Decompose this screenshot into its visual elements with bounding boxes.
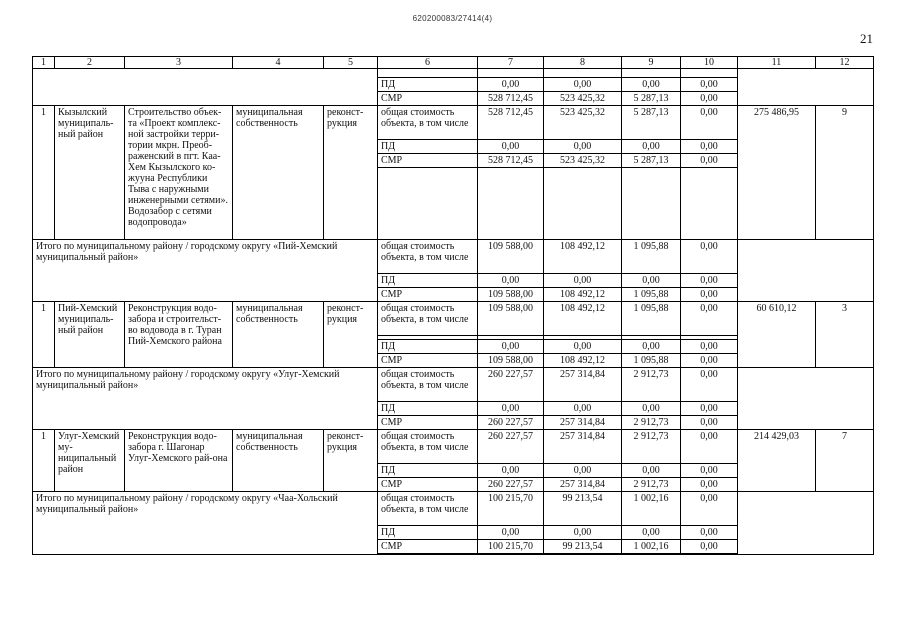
- value-cell: 1 002,16: [622, 492, 681, 526]
- blank-cell: [378, 69, 478, 78]
- subtotal-row: [33, 492, 874, 526]
- value-cell: 1 002,16: [622, 540, 681, 555]
- value-cell: 523 425,32: [544, 92, 622, 106]
- column-header: 9: [622, 57, 681, 69]
- page-number: 21: [860, 31, 873, 46]
- district-cell: Пий-Хемский муниципаль-ный район: [55, 302, 125, 368]
- total-label: общая стоимость объекта, в том числе: [378, 492, 478, 526]
- value-cell: 0,00: [681, 240, 738, 274]
- col11-value: 275 486,95: [738, 106, 816, 240]
- value-cell: 0,00: [544, 402, 622, 416]
- value-cell: 0,00: [622, 402, 681, 416]
- work-type-cell: реконст-рукция: [324, 302, 378, 368]
- total-label: общая стоимость объекта, в том числе: [378, 302, 478, 336]
- value-cell: 0,00: [544, 140, 622, 154]
- column-header: 10: [681, 57, 738, 69]
- value-cell: 0,00: [681, 416, 738, 430]
- value-cell: 0,00: [681, 106, 738, 140]
- col11-value: 214 429,03: [738, 430, 816, 492]
- value-cell: 0,00: [622, 274, 681, 288]
- value-cell: 1 095,88: [622, 302, 681, 336]
- value-cell: 99 213,54: [544, 540, 622, 555]
- value-cell: 0,00: [478, 340, 544, 354]
- value-cell: 0,00: [681, 274, 738, 288]
- column-header: 7: [478, 57, 544, 69]
- value-cell: 0,00: [681, 354, 738, 368]
- blank-cell: [544, 168, 622, 240]
- value-cell: 100 215,70: [478, 540, 544, 555]
- value-cell: 1 095,88: [622, 354, 681, 368]
- value-cell: 2 912,73: [622, 368, 681, 402]
- pd-label: ПД: [378, 340, 478, 354]
- value-cell: 0,00: [622, 340, 681, 354]
- smr-label: СМР: [378, 154, 478, 168]
- row-number: 1: [33, 302, 55, 368]
- smr-label: СМР: [378, 478, 478, 492]
- object-cell: Реконструкция водо-забора и строительст-во водовода в г. Туран Пий-Хемского района: [125, 302, 233, 368]
- value-cell: 0,00: [622, 464, 681, 478]
- district-cell: Улуг-Хемский му-ниципальный район: [55, 430, 125, 492]
- value-cell: 260 227,57: [478, 368, 544, 402]
- value-cell: 0,00: [681, 492, 738, 526]
- smr-label: СМР: [378, 540, 478, 555]
- blank-cell: [738, 69, 874, 106]
- blank-cell: [681, 168, 738, 240]
- value-cell: 2 912,73: [622, 430, 681, 464]
- value-cell: 528 712,45: [478, 92, 544, 106]
- ownership-cell: муниципальная собственность: [233, 430, 324, 492]
- column-header: 6: [378, 57, 478, 69]
- value-cell: 1 095,88: [622, 240, 681, 274]
- subtotal-row: [33, 368, 874, 402]
- value-cell: 109 588,00: [478, 302, 544, 336]
- smr-label: СМР: [378, 354, 478, 368]
- pd-label: ПД: [378, 402, 478, 416]
- value-cell: 0,00: [622, 78, 681, 92]
- value-cell: 0,00: [681, 78, 738, 92]
- blank-cell: [738, 492, 874, 555]
- value-cell: 0,00: [681, 154, 738, 168]
- column-header: 5: [324, 57, 378, 69]
- value-cell: 0,00: [681, 140, 738, 154]
- value-cell: 0,00: [544, 340, 622, 354]
- value-cell: 528 712,45: [478, 106, 544, 140]
- value-cell: 528 712,45: [478, 154, 544, 168]
- column-header: 3: [125, 57, 233, 69]
- column-numbers-row: [33, 57, 874, 69]
- column-header: 12: [816, 57, 874, 69]
- value-cell: 0,00: [622, 140, 681, 154]
- value-cell: 0,00: [622, 526, 681, 540]
- total-label: общая стоимость объекта, в том числе: [378, 430, 478, 464]
- total-label: общая стоимость объекта, в том числе: [378, 368, 478, 402]
- value-cell: 2 912,73: [622, 416, 681, 430]
- value-cell: 0,00: [478, 402, 544, 416]
- value-cell: 5 287,13: [622, 154, 681, 168]
- blank-cell: [681, 69, 738, 78]
- subtotal-title: Итого по муниципальному району / городскому округу «Пий-Хемский муниципальный район»: [33, 240, 378, 302]
- value-cell: 0,00: [681, 340, 738, 354]
- total-label: общая стоимость объекта, в том числе: [378, 240, 478, 274]
- value-cell: 5 287,13: [622, 92, 681, 106]
- ownership-cell: муниципальная собственность: [233, 302, 324, 368]
- blank-cell: [544, 69, 622, 78]
- col12-value: 9: [816, 106, 874, 240]
- value-cell: 0,00: [478, 274, 544, 288]
- value-cell: 109 588,00: [478, 240, 544, 274]
- value-cell: 0,00: [681, 464, 738, 478]
- value-cell: 260 227,57: [478, 416, 544, 430]
- value-cell: 0,00: [681, 302, 738, 336]
- value-cell: 0,00: [478, 526, 544, 540]
- value-cell: 108 492,12: [544, 354, 622, 368]
- value-cell: 257 314,84: [544, 478, 622, 492]
- row-number: 1: [33, 106, 55, 240]
- value-cell: 0,00: [681, 402, 738, 416]
- subtotal-title: Итого по муниципальному району / городскому округу «Чаа-Хольский муниципальный район»: [33, 492, 378, 555]
- col12-value: 3: [816, 302, 874, 368]
- value-cell: 0,00: [681, 368, 738, 402]
- value-cell: 1 095,88: [622, 288, 681, 302]
- value-cell: 0,00: [544, 274, 622, 288]
- value-cell: 0,00: [681, 430, 738, 464]
- object-cell: Строительство объек-та «Проект комплекс-ной застройки терри-тории мкрн. Преоб-раженский в пгт. Каа-Хем Кызылского ко-жууна Республики Тыва с наружными инженерными сетями». Водозабор с сетями водопровода»: [125, 106, 233, 240]
- col11-value: 60 610,12: [738, 302, 816, 368]
- value-cell: 0,00: [478, 464, 544, 478]
- blank-cell: [622, 168, 681, 240]
- pd-label: ПД: [378, 526, 478, 540]
- work-type-cell: реконст-рукция: [324, 430, 378, 492]
- column-header: 8: [544, 57, 622, 69]
- table-row: [33, 69, 874, 78]
- value-cell: 2 912,73: [622, 478, 681, 492]
- blank-cell: [738, 240, 874, 302]
- value-cell: 109 588,00: [478, 354, 544, 368]
- value-cell: 108 492,12: [544, 240, 622, 274]
- value-cell: 260 227,57: [478, 478, 544, 492]
- value-cell: 0,00: [681, 92, 738, 106]
- value-cell: 0,00: [681, 478, 738, 492]
- value-cell: 0,00: [544, 464, 622, 478]
- column-header: 1: [33, 57, 55, 69]
- column-header: 2: [55, 57, 125, 69]
- pd-label: ПД: [378, 140, 478, 154]
- blank-cell: [478, 69, 544, 78]
- district-cell: Кызылский муниципаль-ный район: [55, 106, 125, 240]
- table-row: [33, 302, 874, 336]
- smr-label: СМР: [378, 416, 478, 430]
- column-header: 11: [738, 57, 816, 69]
- pd-label: ПД: [378, 274, 478, 288]
- table-row: [33, 430, 874, 464]
- blank-cell: [478, 168, 544, 240]
- subtotal-row: [33, 240, 874, 274]
- value-cell: 5 287,13: [622, 106, 681, 140]
- pd-label: ПД: [378, 78, 478, 92]
- value-cell: 0,00: [544, 78, 622, 92]
- blank-cell: [738, 368, 874, 430]
- value-cell: 109 588,00: [478, 288, 544, 302]
- value-cell: 0,00: [544, 526, 622, 540]
- smr-label: СМР: [378, 92, 478, 106]
- blank-cell: [622, 69, 681, 78]
- blank-cell: [33, 69, 378, 106]
- value-cell: 523 425,32: [544, 106, 622, 140]
- work-type-cell: реконст-рукция: [324, 106, 378, 240]
- value-cell: 523 425,32: [544, 154, 622, 168]
- pd-label: ПД: [378, 464, 478, 478]
- column-header: 4: [233, 57, 324, 69]
- value-cell: 108 492,12: [544, 288, 622, 302]
- value-cell: 99 213,54: [544, 492, 622, 526]
- value-cell: 257 314,84: [544, 368, 622, 402]
- col12-value: 7: [816, 430, 874, 492]
- value-cell: 0,00: [681, 540, 738, 555]
- object-cell: Реконструкция водо-забора г. Шагонар Улуг-Хемского рай-она: [125, 430, 233, 492]
- smr-label: СМР: [378, 288, 478, 302]
- investment-table: [32, 56, 874, 555]
- value-cell: 0,00: [681, 526, 738, 540]
- total-label: общая стоимость объекта, в том числе: [378, 106, 478, 140]
- blank-cell: [378, 168, 478, 240]
- table-row: [33, 106, 874, 140]
- value-cell: 100 215,70: [478, 492, 544, 526]
- value-cell: 108 492,12: [544, 302, 622, 336]
- value-cell: 0,00: [478, 78, 544, 92]
- value-cell: 257 314,84: [544, 430, 622, 464]
- value-cell: 257 314,84: [544, 416, 622, 430]
- value-cell: 260 227,57: [478, 430, 544, 464]
- ownership-cell: муниципальная собственность: [233, 106, 324, 240]
- value-cell: 0,00: [478, 140, 544, 154]
- value-cell: 0,00: [681, 288, 738, 302]
- row-number: 1: [33, 430, 55, 492]
- subtotal-title: Итого по муниципальному району / городскому округу «Улуг-Хемский муниципальный район»: [33, 368, 378, 430]
- document-id: 620200083/27414(4): [412, 14, 493, 23]
